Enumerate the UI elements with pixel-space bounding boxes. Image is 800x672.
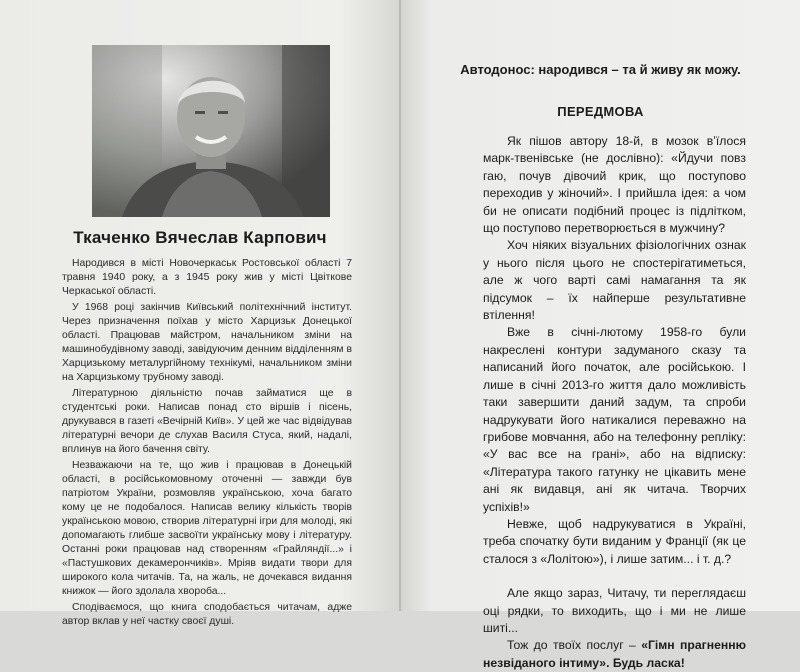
preface-paragraph: Хоч ніяких візуальних фізіологічних ознак у нього після цього не спостерігатиметься, але ж чого варті самі намагання та як підсумок – їх найперше результативне втілення! <box>483 238 746 323</box>
bio-paragraph: Сподіваємося, що книга сподобається читачам, адже автор вклав у неї частку своєї душі. <box>62 602 352 627</box>
bio-paragraph: Народився в місті Новочеркаськ Ростовської області 7 травня 1940 року, а з 1945 року жив у місті Цвіткове Черкаської області. <box>62 258 352 297</box>
preface-paragraph: Як пішов автору 18-й, в мозок вʼїлося марк-твенівське (не дослівно): «Йдучи повз гаю, почув дівочий крик, що поступово переходив у жіночий». І прийшла ідея: а чом би не описати подібний процес із підлітком, що поступово перетворюється в мужчину? <box>483 134 746 236</box>
right-page <box>401 0 800 670</box>
preface-paragraph: Невже, щоб надрукуватися в Україні, треба спочатку бути виданим у Франції (як це сталося з «Лолітою»), і лише затим... і т. д.? <box>483 516 746 566</box>
bio-paragraph: У 1968 році закінчив Київський політехнічний інститут. Через призначення поїхав у місто Харцизьк Донецької області. Працював майстром, начальником зміни на машинобудівному заводі, завідуючим денним відділенням в Харцизькому металургійному технікумі, начальником зміни на Харцизькому трубному заводі. <box>62 302 352 383</box>
bio-paragraph: Незважаючи на те, що жив і працював в Донецькій області, в російськомовному оточенні — завжди був патріотом України, розмовляв українською, хоча багато кому це не подобалося. Написав велику кількість творів українською мовою, створив літературні ігри для молоді, які допомагають глибше засвоїти українську мову і літературу. Останні роки працював над створенням «Грайляндії...» і «Пастушкових декамерончиків». Мріяв видати твори для широкого кола читачів. Та, на жаль, не дочекався видання книжок — його здолала хвороба... <box>62 460 352 597</box>
author-bio <box>62 257 352 631</box>
author-portrait-photo <box>92 45 330 217</box>
preface-paragraph: Але якщо зараз, Читачу, ти переглядаєш оці рядки, то виходить, що і ми не лише шиті... <box>483 586 746 635</box>
left-page <box>0 0 400 627</box>
section-title: ПЕРЕДМОВА <box>557 104 644 119</box>
preface-closing-paragraph <box>483 637 746 672</box>
author-name: Ткаченко Вячеслав Карпович <box>73 228 327 247</box>
page-heading: Автодонос: народився – та й живу як можу. <box>460 62 741 77</box>
preface-paragraph: Вже в січні-лютому 1958-го були накреслені контури задуманого сказу та написаний його початок, але російською. І лише в січні 2013-го життя дало можливість таки завершити даний задум, та спроби надрукувати його натикалися переважно на грибове мовчання, або на телефонну репліку: «У вас все на грані», або на відписку: «Література такого гатунку не цікавить мене ані як видавця, ані як читача. Творчих успіхів!» <box>483 325 746 514</box>
preface-body <box>483 133 746 672</box>
closing-text: Тож до твоїх послуг – <box>507 638 642 653</box>
bio-paragraph: Літературною діяльністю почав займатися ще в студентські роки. Написав понад сто віршів і пісень, друкувався в газеті «Вечірній Київ». У цей же час відвідував літературні вечори де слухав Василя Стуса, який, надалі, вплинув на його бачення світу. <box>62 388 352 455</box>
portrait-photo-icon <box>92 45 330 217</box>
closing-emphasis: «Гімн прагненню незвіданого інтиму». Будь ласка! <box>483 638 746 670</box>
